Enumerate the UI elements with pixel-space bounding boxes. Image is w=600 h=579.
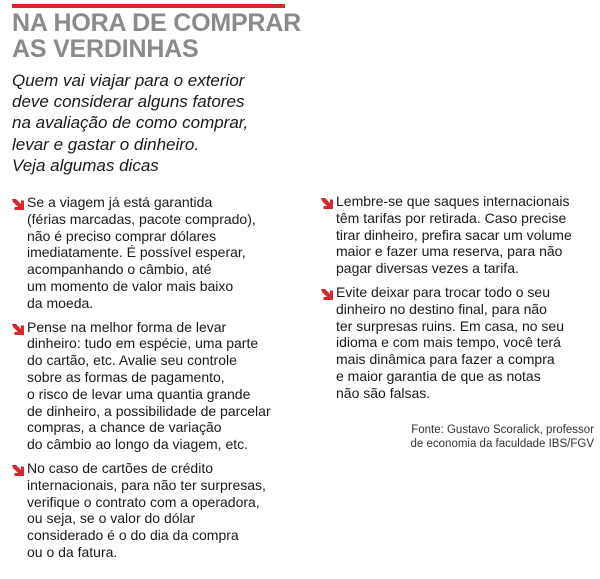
tip-line: Se a viagem já está garantida [27,194,213,210]
tip-line: ter surpresas ruins. Em casa, no seu [336,317,564,334]
headline-line: AS VERDINHAS [12,35,199,63]
tip-line: pagar diversas vezes a tarifa. [336,260,519,277]
title-accent-bar [12,4,285,8]
tip-line: ou seja, se o valor do dólar [27,510,196,527]
lead-paragraph [12,70,312,176]
tip-line: acompanhando o câmbio, até [27,261,212,278]
tip-line: do cartão, etc. Avalie seu controle [27,352,237,369]
tip-line: (férias marcadas, pacote comprado), [27,210,256,227]
tip-line: verifique o contrato com a operadora, [27,493,260,510]
tip-line: considerado é o do dia da compra [27,527,239,544]
tips-column-right [321,193,597,409]
lead-line: Quem vai viajar para o exterior [12,71,245,90]
tip-line: Pense na melhor forma de levar [27,318,227,335]
tip-line: do câmbio ao longo da viagem, etc. [27,436,249,453]
tip-line: têm tarifas por retirada. Caso precise [336,209,567,226]
headline [12,10,312,62]
red-arrow-down-right-icon [321,196,333,207]
lead-line: levar e gastar o dinheiro. [12,134,200,154]
tip-line: sobre as formas de pagamento, [27,368,225,385]
tip-line: tirar dinheiro, prefira sacar um volume [336,226,572,243]
tip-line: mais dinâmica para fazer a compra [336,351,555,368]
lead-line: Veja algumas dicas [12,155,159,175]
tip-line: dinheiro: tudo em espécie, uma parte [27,335,259,352]
tip-line: compras, a chance de variação [27,419,222,436]
tip-item [321,284,597,402]
lead-line: na avaliação de como comprar, [12,113,249,133]
tip-line: idioma e com mais tempo, você terá [336,334,561,351]
tip-item [12,460,302,561]
tip-line: de dinheiro, a possibilidade de parcelar [27,402,271,419]
tips-column-left [12,194,302,568]
tip-line: não são falsas. [336,384,431,401]
tip-line: ou o da fatura. [27,543,118,560]
tip-item [12,319,302,453]
tip-line: não é preciso comprar dólares [27,227,217,244]
red-arrow-down-right-icon [12,322,24,333]
tip-line: o risco de levar uma quantia grande [27,385,251,402]
lead-line: deve considerar alguns fatores [12,92,245,112]
red-arrow-down-right-icon [12,463,24,474]
tip-item [12,194,302,312]
tip-line: dinheiro no destino final, para não [336,300,547,317]
tip-line: No caso de cartões de crédito [27,459,213,476]
headline-line: NA HORA DE COMPRAR [12,9,301,37]
tip-line: da moeda. [27,294,94,311]
tip-line: Evite deixar para trocar todo o seu [336,283,551,300]
source-line: de economia da faculdade IBS/FGV [410,438,594,450]
tip-item [321,193,597,277]
tip-line: internacionais, para não ter surpresas, [27,476,266,493]
tip-line: Lembre-se que saques internacionais [336,193,570,209]
red-arrow-down-right-icon [321,287,333,298]
red-arrow-down-right-icon [12,197,24,208]
tip-line: e maior garantia de que as notas [336,367,541,384]
tip-line: um momento de valor mais baixo [27,277,234,294]
source-line: Fonte: Gustavo Scoralick, professor [411,424,594,436]
tip-line: imediatamente. É possível esperar, [27,244,246,261]
source-credit [354,423,594,451]
tip-line: maior e fazer uma reserva, para não [336,243,563,260]
